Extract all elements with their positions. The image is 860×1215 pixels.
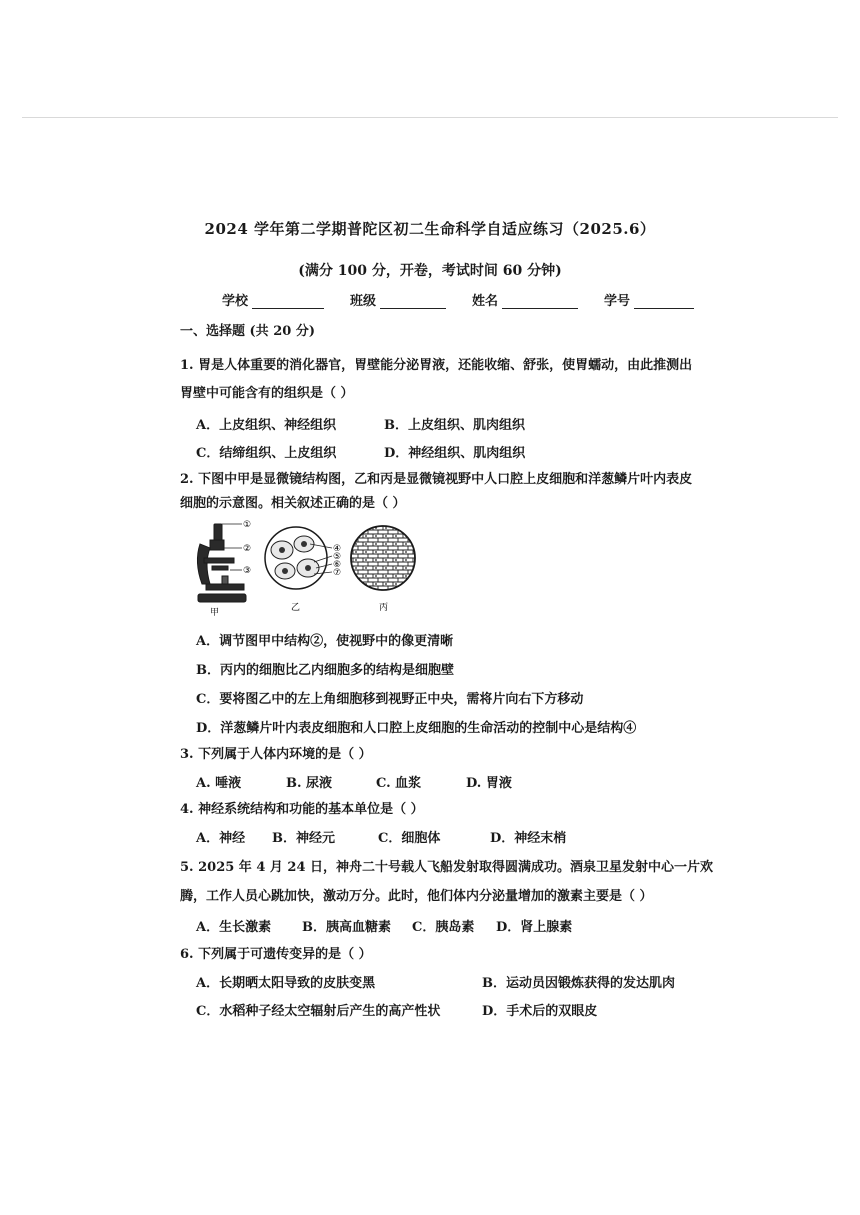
question-5-line-2: 腾，工作人员心跳加快，激动万分。此时，他们体内分泌量增加的激素主要是（ ）	[180, 889, 653, 904]
question-3-option-d[interactable]: D. 胃液	[466, 776, 512, 791]
class-blank[interactable]	[380, 296, 446, 309]
school-label: 学校	[222, 294, 249, 309]
question-4-option-d[interactable]: D．神经末梢	[490, 831, 567, 846]
class-label: 班级	[350, 294, 377, 309]
figure-label-yi: 乙	[291, 603, 301, 613]
question-1-line-1: 1. 胃是人体重要的消化器官，胃壁能分泌胃液，还能收缩、舒张，使胃蠕动，由此推测出	[180, 358, 693, 373]
question-6-option-c[interactable]: C．水稻种子经太空辐射后产生的高产性状	[196, 1004, 441, 1019]
question-4-option-c[interactable]: C．细胞体	[378, 831, 441, 846]
question-2-option-d[interactable]: D．洋葱鳞片叶内表皮细胞和人口腔上皮细胞的生命活动的控制中心是结构④	[196, 721, 637, 736]
question-6-option-a[interactable]: A．长期晒太阳导致的皮肤变黑	[196, 976, 376, 991]
name-blank[interactable]	[502, 296, 578, 309]
question-6-option-d[interactable]: D．手术后的双眼皮	[482, 1004, 598, 1019]
question-5-option-b[interactable]: B．胰高血糖素	[302, 920, 391, 935]
cell-mark-4: ④	[333, 544, 342, 554]
question-2-option-a[interactable]: A．调节图甲中结构②，使视野中的像更清晰	[196, 634, 454, 649]
figure-label-jia: 甲	[210, 608, 220, 618]
question-5-option-a[interactable]: A．生长激素	[196, 920, 272, 935]
section-title: 一、选择题 (共 20 分)	[180, 324, 315, 339]
question-3-option-b[interactable]: B. 尿液	[286, 776, 333, 791]
scope-mark-3: ③	[243, 566, 252, 576]
student-info-line	[222, 290, 694, 309]
question-1-option-d[interactable]: D．神经组织、肌肉组织	[384, 446, 526, 461]
page-title: 2024 学年第二学期普陀区初二生命科学自适应练习（2025.6）	[204, 220, 656, 238]
name-label: 姓名	[472, 294, 499, 309]
scope-mark-1: ①	[243, 520, 252, 530]
question-5-option-d[interactable]: D．肾上腺素	[496, 920, 573, 935]
question-6-option-b[interactable]: B．运动员因锻炼获得的发达肌肉	[482, 976, 675, 991]
cell-mark-7: ⑦	[333, 568, 342, 578]
question-1-option-c[interactable]: C．结缔组织、上皮组织	[196, 446, 337, 461]
name-field	[472, 290, 578, 309]
question-2-line-2: 细胞的示意图。相关叙述正确的是（ ）	[180, 496, 406, 511]
number-field	[604, 290, 694, 309]
question-3: 3. 下列属于人体内环境的是（ ）	[180, 747, 372, 762]
question-2-line-1: 2. 下图中甲是显微镜结构图，乙和丙是显微镜视野中人口腔上皮细胞和洋葱鳞片叶内表皮	[180, 472, 693, 487]
onion-cell-view	[351, 526, 415, 590]
figure-label-bing: 丙	[379, 603, 389, 613]
question-3-option-a[interactable]: A. 唾液	[196, 776, 242, 791]
exam-subtitle: (满分 100 分，开卷，考试时间 60 分钟)	[298, 263, 562, 279]
question-2-option-c[interactable]: C．要将图乙中的左上角细胞移到视野正中央，需将片向右下方移动	[196, 692, 584, 707]
question-4-option-a[interactable]: A．神经	[196, 831, 246, 846]
scope-mark-2: ②	[243, 544, 252, 554]
question-1-option-b[interactable]: B．上皮组织、肌肉组织	[384, 418, 525, 433]
question-5-line-1: 5. 2025 年 4 月 24 日，神舟二十号载人飞船发射取得圆满成功。酒泉卫星发射中心一片欢	[180, 860, 714, 875]
question-3-option-c[interactable]: C. 血浆	[376, 776, 422, 791]
question-4: 4. 神经系统结构和功能的基本单位是（ ）	[180, 802, 424, 817]
class-field	[350, 290, 446, 309]
question-1-line-2: 胃壁中可能含有的组织是（ ）	[180, 386, 354, 401]
school-field	[222, 290, 324, 309]
microscope-cell-figure	[190, 518, 430, 618]
question-2-option-b[interactable]: B．丙内的细胞比乙内细胞多的结构是细胞壁	[196, 663, 454, 678]
question-5-option-c[interactable]: C．胰岛素	[412, 920, 475, 935]
number-blank[interactable]	[634, 296, 694, 309]
school-blank[interactable]	[252, 296, 324, 309]
number-label: 学号	[604, 294, 631, 309]
question-4-option-b[interactable]: B．神经元	[272, 831, 335, 846]
question-1-option-a[interactable]: A．上皮组织、神经组织	[196, 418, 337, 433]
cheek-cell-view	[265, 527, 327, 589]
microscope-diagram	[197, 524, 246, 602]
cell-mark-6: ⑥	[333, 560, 342, 570]
question-6: 6. 下列属于可遗传变异的是（ ）	[180, 947, 372, 962]
scan-edge-line	[22, 117, 838, 118]
cell-mark-5: ⑤	[333, 552, 342, 562]
